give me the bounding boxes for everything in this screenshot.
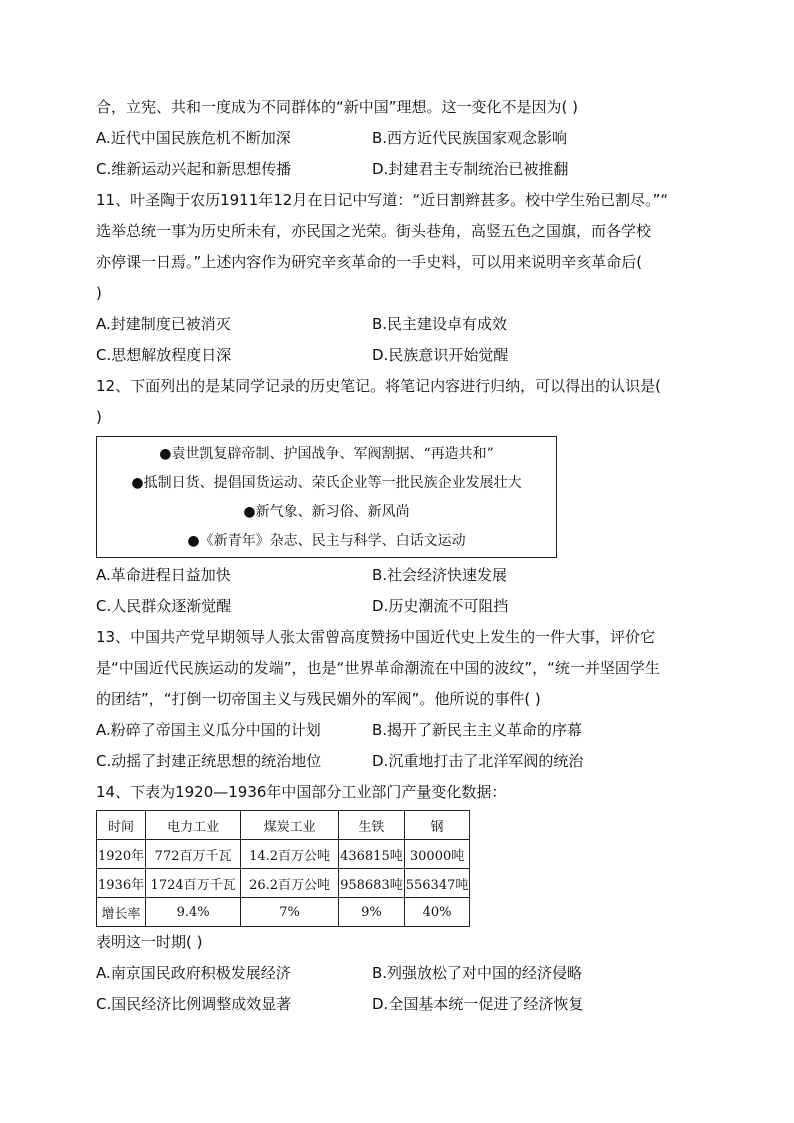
q13-option-d[interactable]: D.沉重地打击了北洋军阀的统治 xyxy=(372,752,584,770)
q14-table-wrap xyxy=(96,810,706,927)
table-cell: 9.4% xyxy=(146,898,241,927)
q12-note-4: ●《新青年》杂志、民主与科学、白话文运动 xyxy=(187,533,466,549)
q10-option-c[interactable]: C.维新运动兴起和新思想传播 xyxy=(96,160,292,178)
table-row xyxy=(97,898,470,927)
q12-options-row-2 xyxy=(96,591,706,622)
q10-options-row-2 xyxy=(96,154,706,185)
table-header-cell: 煤炭工业 xyxy=(241,811,339,840)
q12-note-2: ●抵制日货、提倡国货运动、荣氏企业等一批民族企业发展壮大 xyxy=(131,475,522,491)
q10-stem-tail: 合，立宪、共和一度成为不同群体的“新中国”理想。这一变化不是因为( ) xyxy=(96,98,579,116)
table-cell: 958683吨 xyxy=(339,869,405,898)
table-cell: 436815吨 xyxy=(339,840,405,869)
table-row xyxy=(97,869,470,898)
q11-options-row-2 xyxy=(96,340,706,371)
q12-stem-line-2: ) xyxy=(96,408,102,426)
q12-option-a[interactable]: A.革命进程日益加快 xyxy=(96,566,231,584)
q13-option-b[interactable]: B.揭开了新民主主义革命的序幕 xyxy=(372,721,583,739)
q13-stem-line-2: 是“中国近代民族运动的发端”，也是“世界革命潮流在中国的波纹”，“统一并坚固学生 xyxy=(96,659,660,677)
q13-options-row-2 xyxy=(96,746,706,777)
table-header-cell: 时间 xyxy=(97,811,146,840)
q11-option-b[interactable]: B.民主建设卓有成效 xyxy=(372,315,508,333)
q14-option-a[interactable]: A.南京国民政府积极发展经济 xyxy=(96,964,291,982)
q10-options-row-1 xyxy=(96,123,706,154)
table-header-cell: 生铁 xyxy=(339,811,405,840)
q10-option-b[interactable]: B.西方近代民族国家观念影响 xyxy=(372,129,568,147)
table-row xyxy=(97,840,470,869)
table-cell: 556347吨 xyxy=(404,869,470,898)
table-cell: 1724百万千瓦 xyxy=(146,869,241,898)
q11-stem-line-1: 11、叶圣陶于农历1911年12月在日记中写道：“近日割辫甚多。校中学生殆已割尽。”“ xyxy=(96,191,669,209)
q14-option-b[interactable]: B.列强放松了对中国的经济侵略 xyxy=(372,964,583,982)
table-header-row xyxy=(97,811,470,840)
table-cell: 14.2百万公吨 xyxy=(241,840,339,869)
q13-stem-line-1: 13、中国共产党早期领导人张太雷曾高度赞扬中国近代史上发生的一件大事，评价它 xyxy=(96,628,656,646)
q11-options-row-1 xyxy=(96,309,706,340)
exam-page xyxy=(96,92,706,1020)
table-cell: 772百万千瓦 xyxy=(146,840,241,869)
q12-option-d[interactable]: D.历史潮流不可阻挡 xyxy=(372,597,509,615)
table-cell: 30000吨 xyxy=(404,840,470,869)
q12-note-1: ●袁世凯复辟帝制、护国战争、军阀割据、“再造共和” xyxy=(159,446,494,462)
q14-option-d[interactable]: D.全国基本统一促进了经济恢复 xyxy=(372,995,584,1013)
q14-options-row-2 xyxy=(96,989,706,1020)
table-cell: 增长率 xyxy=(97,898,146,927)
q11-stem-line-3: 亦停课一日焉。”上述内容作为研究辛亥革命的一手史料，可以用来说明辛亥革命后( xyxy=(96,253,643,271)
q14-stem-after: 表明这一时期( ) xyxy=(96,933,203,951)
table-cell: 9% xyxy=(339,898,405,927)
q13-options-row-1 xyxy=(96,715,706,746)
q14-options-row-1 xyxy=(96,958,706,989)
q12-note-3: ●新气象、新习俗、新风尚 xyxy=(243,504,410,520)
table-header-cell: 钢 xyxy=(404,811,470,840)
q13-stem-line-3: 的团结”，“打倒一切帝国主义与残民媚外的军阀”。他所说的事件( ) xyxy=(96,690,541,708)
table-header-cell: 电力工业 xyxy=(146,811,241,840)
table-cell: 26.2百万公吨 xyxy=(241,869,339,898)
table-cell: 40% xyxy=(404,898,470,927)
q10-option-d[interactable]: D.封建君主专制统治已被推翻 xyxy=(372,160,569,178)
q12-notes-box xyxy=(96,436,557,558)
q13-option-c[interactable]: C.动摇了封建正统思想的统治地位 xyxy=(96,752,322,770)
q14-production-table xyxy=(96,810,470,927)
q11-option-c[interactable]: C.思想解放程度日深 xyxy=(96,346,232,364)
q14-stem-line-1: 14、下表为1920—1936年中国部分工业部门产量变化数据： xyxy=(96,783,507,801)
q12-options-row-1 xyxy=(96,560,706,591)
q12-stem-line-1: 12、下面列出的是某同学记录的历史笔记。将笔记内容进行归纳，可以得出的认识是( xyxy=(96,377,661,395)
q11-stem-line-4: ) xyxy=(96,284,102,302)
table-cell: 1920年 xyxy=(97,840,146,869)
q10-option-a[interactable]: A.近代中国民族危机不断加深 xyxy=(96,129,291,147)
table-cell: 1936年 xyxy=(97,869,146,898)
q11-stem-line-2: 选举总统一事为历史所未有，亦民国之光荣。街头巷角，高竖五色之国旗，而各学校 xyxy=(96,222,652,240)
q14-option-c[interactable]: C.国民经济比例调整成效显著 xyxy=(96,995,292,1013)
q11-option-a[interactable]: A.封建制度已被消灭 xyxy=(96,315,231,333)
q12-option-b[interactable]: B.社会经济快速发展 xyxy=(372,566,508,584)
table-cell: 7% xyxy=(241,898,339,927)
q12-option-c[interactable]: C.人民群众逐渐觉醒 xyxy=(96,597,232,615)
q13-option-a[interactable]: A.粉碎了帝国主义瓜分中国的计划 xyxy=(96,721,321,739)
q11-option-d[interactable]: D.民族意识开始觉醒 xyxy=(372,346,509,364)
